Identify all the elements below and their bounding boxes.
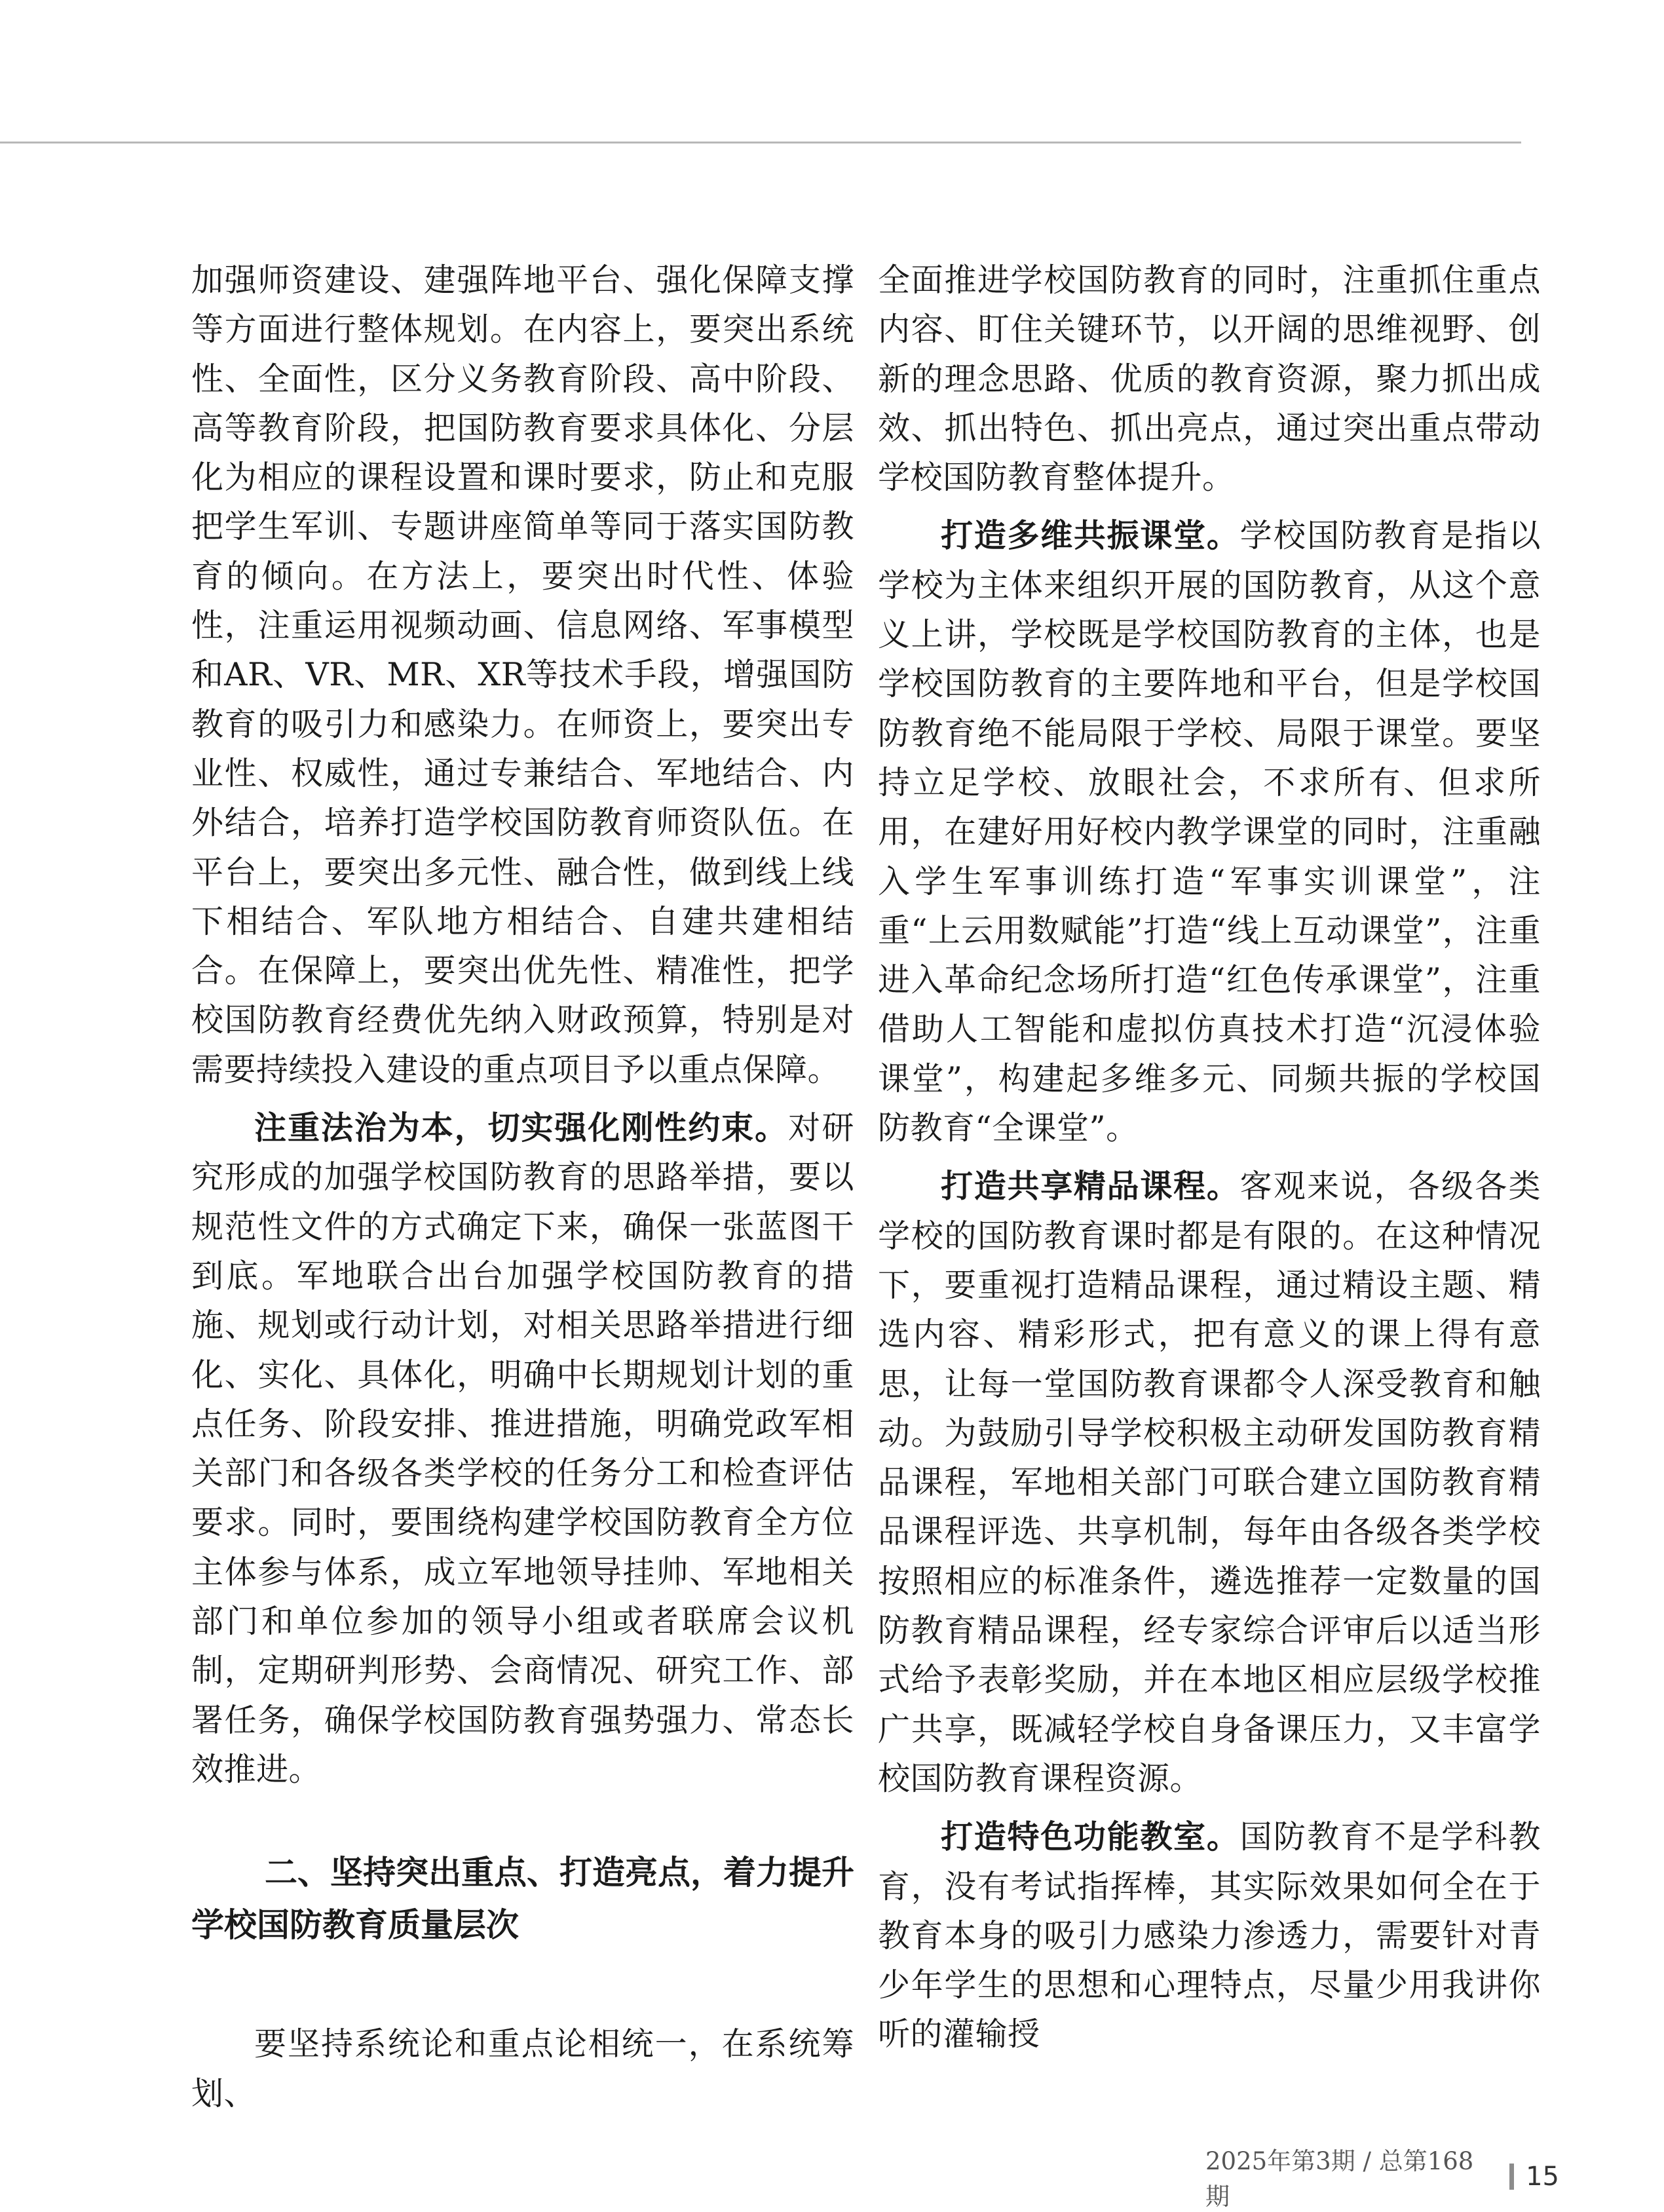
paragraph: 要坚持系统论和重点论相统一，在系统筹划、	[191, 2025, 854, 2112]
paragraph-lead: 打造共享精品课程。	[941, 1168, 1240, 1206]
left-column	[191, 256, 854, 2127]
right-column	[878, 256, 1541, 2069]
paragraph	[191, 1103, 854, 1794]
paragraph-body: 客观来说，各级各类学校的国防教育课时都是有限的。在这种情况下，要重视打造精品课程，通过精设主题、精选内容、精彩形式，把有意义的课上得有意思，让每一堂国防教育课都令人深受教育和触动。为鼓励引导学校积极主动研发国防教育精品课程，军地相关部门可联合建立国防教育精品课程评选、共享机制，每年由各级各类学校按照相应的标准条件，遴选推荐一定数量的国防教育精品课程，经专家综合评审后以适当形式给予表彰奖励，并在本地区相应层级学校推广共享，既减轻学校自身备课压力，又丰富学校国防教育课程资源。	[878, 1168, 1541, 1797]
paragraph-body: 国防教育不是学科教育，没有考试指挥棒，其实际效果如何全在于教育本身的吸引力感染力渗透力，需要针对青少年学生的思想和心理特点，尽量少用我讲你听的灌输授	[878, 1818, 1541, 2053]
paragraph-body: 学校国防教育是指以学校为主体来组织开展的国防教育，从这个意义上讲，学校既是学校国防教育的主体，也是学校国防教育的主要阵地和平台，但是学校国防教育绝不能局限于学校、局限于课堂。要坚持立足学校、放眼社会，不求所有、但求所用，在建好用好校内教学课堂的同时，注重融入学生军事训练打造“军事实训课堂”，注重“上云用数赋能”打造“线上互动课堂”，注重进入革命纪念场所打造“红色传承课堂”，注重借助人工智能和虚拟仿真技术打造“沉浸体验课堂”，构建起多维多元、同频共振的学校国防教育“全课堂”。	[878, 517, 1541, 1147]
paragraph-body: 对研究形成的加强学校国防教育的思路举措，要以规范性文件的方式确定下来，确保一张蓝图干到底。军地联合出台加强学校国防教育的措施、规划或行动计划，对相关思路举措进行细化、实化、具体化，明确中长期规划计划的重点任务、阶段安排、推进措施，明确党政军相关部门和各级各类学校的任务分工和检查评估要求。同时，要围绕构建学校国防教育全方位主体参与体系，成立军地领导挂帅、军地相关部门和单位参加的领导小组或者联席会议机制，定期研判形势、会商情况、研究工作、部署任务，确保学校国防教育强势强力、常态长效推进。	[191, 1109, 854, 1788]
paragraph	[878, 1162, 1541, 1803]
paragraph: 全面推进学校国防教育的同时，注重抓住重点内容、盯住关键环节，以开阔的思维视野、创新的理念思路、优质的教育资源，聚力抓出成效、抓出特色、抓出亮点，通过突出重点带动学校国防教育整体提升。	[878, 261, 1541, 497]
page-number: 15	[1526, 2162, 1559, 2192]
section-heading: 二、坚持突出重点、打造亮点，着力提升学校国防教育质量层次	[191, 1854, 854, 1945]
issue-info: 2025年第3期 / 总第168期	[1205, 2147, 1474, 2211]
paragraph-lead: 打造多维共振课堂。	[941, 517, 1240, 555]
footer-divider	[1509, 2164, 1514, 2190]
header-rule	[0, 142, 1521, 143]
paragraph	[878, 1812, 1541, 2059]
paragraph-lead: 打造特色功能教室。	[941, 1818, 1240, 1856]
paragraph	[878, 511, 1541, 1153]
page-footer	[1205, 2147, 1559, 2211]
paragraph-lead: 注重法治为本，切实强化刚性约束。	[254, 1109, 789, 1147]
paragraph: 加强师资建设、建强阵地平台、强化保障支撑等方面进行整体规划。在内容上，要突出系统性、全面性，区分义务教育阶段、高中阶段、高等教育阶段，把国防教育要求具体化、分层化为相应的课程设置和课时要求，防止和克服把学生军训、专题讲座简单等同于落实国防教育的倾向。在方法上，要突出时代性、体验性，注重运用视频动画、信息网络、军事模型和AR、VR、MR、XR等技术手段，增强国防教育的吸引力和感染力。在师资上，要突出专业性、权威性，通过专兼结合、军地结合、内外结合，培养打造学校国防教育师资队伍。在平台上，要突出多元性、融合性，做到线上线下相结合、军队地方相结合、自建共建相结合。在保障上，要突出优先性、精准性，把学校国防教育经费优先纳入财政预算，特别是对需要持续投入建设的重点项目予以重点保障。	[191, 261, 854, 1088]
